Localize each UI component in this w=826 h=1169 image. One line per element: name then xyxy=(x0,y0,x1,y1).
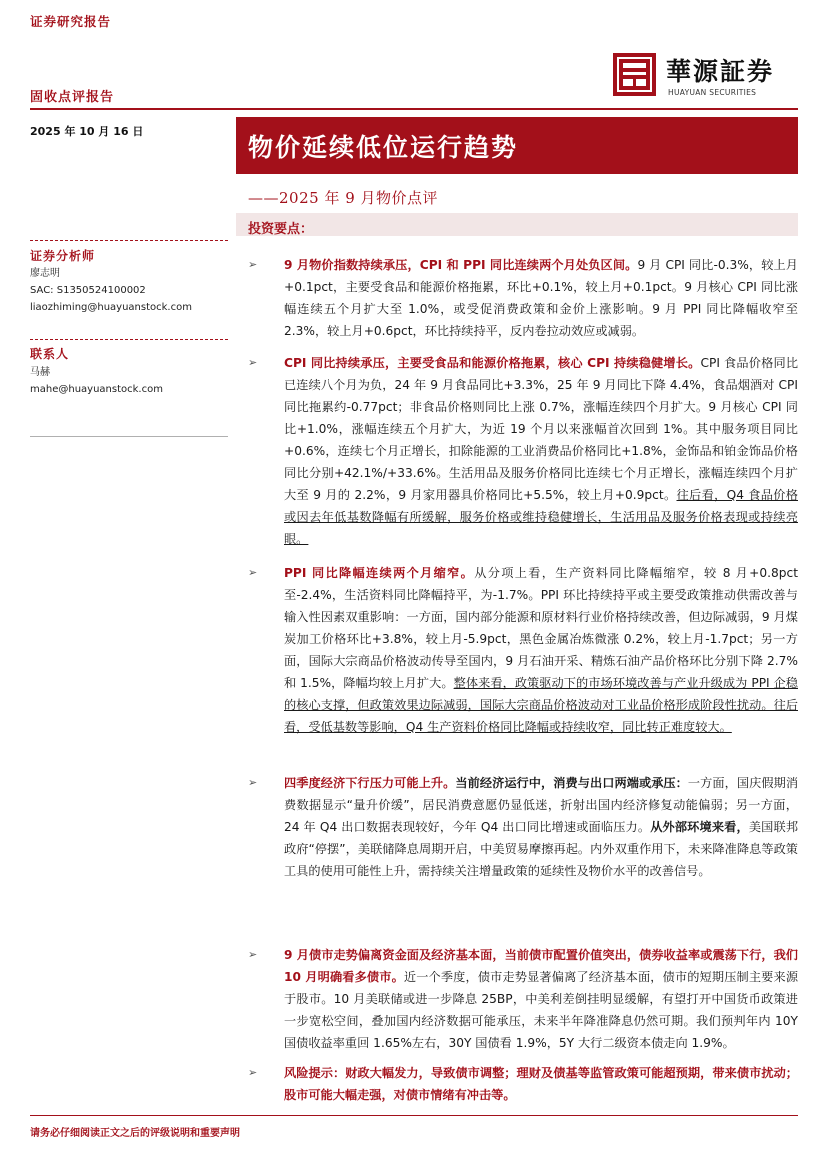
arrow-bullet-icon: ➢ xyxy=(248,566,258,579)
key-point-body: 近一个季度，债市走势显著偏离了经济基本面，债市的短期压制主要来源于股市。10 月美联储或进一步降息 25BP，中美利差倒挂明显缓解，有望打开中国货币政策进一步宽松空间，叠加国内经济数据可能承压，未来半年降准降息仍然可期。我们预判年内 10Y 国债收益率重回 1.65%左右，30Y 国债看 1.9%，5Y 大行二级资本债走向 1.9%。 xyxy=(284,970,799,1050)
key-point-text xyxy=(284,562,798,738)
header-divider xyxy=(30,108,798,110)
contact-email[interactable]: mahe@huayuanstock.com xyxy=(30,384,163,395)
key-points-label: 投资要点： xyxy=(248,222,314,237)
arrow-bullet-icon: ➢ xyxy=(248,1066,258,1079)
key-point-body: 9 月 CPI 同比-0.3%，较上月+0.1pct，主要受食品和能源价格拖累，环比+0.1%，较上月+0.1pct。9 月核心 CPI 同比涨幅连续五个月扩大至 1.0%，或受促消费政策和金价上涨影响。9 月 PPI 同比降幅收窄至 2.3%，较上月+0.6pct，环比持续持平，反内卷拉动效应或减弱。 xyxy=(284,258,798,338)
arrow-bullet-icon: ➢ xyxy=(248,258,258,271)
key-point-outlook: 整体来看，政策驱动下的市场环境改善与产业升级成为 PPI 企稳的核心支撑，但政策效果边际减弱，国际大宗商品价格波动对工业品价格形成阶段性扰动。往后看，受低基数等影响，Q4 生产资料价格同比降幅或持续收窄，同比转正难度较大。 xyxy=(284,676,798,734)
key-point-text xyxy=(284,254,798,342)
key-point-headline: PPI 同比降幅连续两个月缩窄。 xyxy=(284,566,475,580)
report-date: 2025 年 10 月 16 日 xyxy=(30,125,144,138)
sidebar-divider xyxy=(30,339,228,340)
key-point-text xyxy=(284,944,798,1054)
key-point-headline: CPI 同比持续承压，主要受食品和能源价格拖累，核心 CPI 持续稳健增长。 xyxy=(284,356,701,370)
brand-english-name: HUAYUAN SECURITIES xyxy=(668,88,757,97)
key-point-headline: 9 月物价指数持续承压，CPI 和 PPI 同比连续两个月处负区间。 xyxy=(284,258,638,272)
page-title: 物价延续低位运行趋势 xyxy=(248,133,519,162)
analyst-heading: 证券分析师 xyxy=(30,249,96,263)
arrow-bullet-icon: ➢ xyxy=(248,948,258,961)
report-type: 固收点评报告 xyxy=(30,90,115,105)
footer-disclaimer: 请务必仔细阅读正文之后的评级说明和重要声明 xyxy=(30,1128,240,1139)
key-point-item xyxy=(248,562,798,738)
brand-logo-icon xyxy=(612,52,657,97)
key-points-banner xyxy=(236,213,798,236)
key-point-body: CPI 食品价格同比已连续八个月为负，24 年 9 月食品同比+3.3%，25 年 9 月同比下降 4.4%，食品烟酒对 CPI 同比拖累约-0.77pct；非食品价格则同比上涨 0.7%，涨幅连续四个月扩大。9 月核心 CPI 同比+1.0%，涨幅连续五个月扩大，为近 19 个月以来涨幅首次回到 1%。其中服务项目同比+0.6%，连续七个月正增长，扣除能源的工业消费品价格同比+1.8%，金饰品和铂金饰品价格同比分别+42.1%/+33.6%。生活用品及服务价格同比连续七个月正增长，涨幅连续四个月扩大至 9 月的 2.2%，9 月家用器具价格同比+5.5%，较上月+0.9pct。 xyxy=(284,356,799,502)
key-point-subhead: 从外部环境来看， xyxy=(650,820,749,834)
key-point-body: 从分项上看，生产资料同比降幅缩窄，较 8 月+0.8pct 至-2.4%，生活资料同比降幅持平，为-1.7%。PPI 环比持续持平或主要受政策推动供需改善与输入性因素双重影响：一方面，国内部分能源和原材料行业价格持续改善，但边际减弱，9 月煤炭加工价格环比+3.8%，较上月-5.9pct，黑色金属冶炼微涨 0.2%，较上月-1.7pct；另一方面，国际大宗商品价格波动传导至国内，9 月石油开采、精炼石油产品价格环比分别下降 2.7%和 1.5%，降幅均较上月扩大。 xyxy=(284,566,798,690)
arrow-bullet-icon: ➢ xyxy=(248,776,258,789)
key-point-item xyxy=(248,1062,798,1106)
contact-name: 马赫 xyxy=(30,367,50,378)
key-point-outlook: 往后看，Q4 食品价格或因去年低基数降幅有所缓解，服务价格或维持稳健增长，生活用品及服务价格表现或持续亮眼。 xyxy=(284,488,798,546)
key-point-subhead: 当前经济运行中，消费与出口两端或承压： xyxy=(455,776,688,790)
analyst-email[interactable]: liaozhiming@huayuanstock.com xyxy=(30,302,192,313)
key-point-text xyxy=(284,1062,798,1106)
key-point-headline: 9 月债市走势偏离资金面及经济基本面，当前债市配置价值突出，债券收益率或震荡下行，我们 10 月明确看多债市。 xyxy=(284,948,798,984)
sidebar-divider xyxy=(30,240,228,241)
risk-warning: 风险提示：财政大幅发力，导致债市调整；理财及债基等监管政策可能超预期，带来债市扰动；股市可能大幅走强，对债市情绪有冲击等。 xyxy=(284,1066,798,1102)
key-point-item xyxy=(248,772,798,882)
key-point-item xyxy=(248,254,798,342)
footer-divider xyxy=(30,1115,798,1116)
brand-name: 華源証券 xyxy=(666,57,775,86)
key-point-text xyxy=(284,772,798,882)
arrow-bullet-icon: ➢ xyxy=(248,356,258,369)
page-subtitle: ——2025 年 9 月物价点评 xyxy=(248,189,439,207)
sidebar-rule xyxy=(30,436,228,437)
key-point-body: 一方面，国庆假期消费数据显示“量升价缓”，居民消费意愿仍显低迷，折射出国内经济修复动能偏弱；另一方面，24 年 Q4 出口数据表现较好，今年 Q4 出口同比增速或面临压力。 xyxy=(284,776,799,834)
key-point-item xyxy=(248,944,798,1054)
key-point-headline: 四季度经济下行压力可能上升。 xyxy=(284,776,456,790)
key-point-body: 美国联邦政府“停摆”，美联储降息周期开启，中美贸易摩擦再起。内外双重作用下，未来降准降息等政策工具的使用可能性上升，需持续关注增量政策的延续性及物价水平的改善信号。 xyxy=(284,820,799,878)
analyst-sac: SAC: S1350524100002 xyxy=(30,285,146,296)
document-category: 证券研究报告 xyxy=(30,14,112,29)
key-point-text xyxy=(284,352,798,550)
key-point-item xyxy=(248,352,798,550)
contact-heading: 联系人 xyxy=(30,347,70,361)
analyst-name: 廖志明 xyxy=(30,268,60,279)
